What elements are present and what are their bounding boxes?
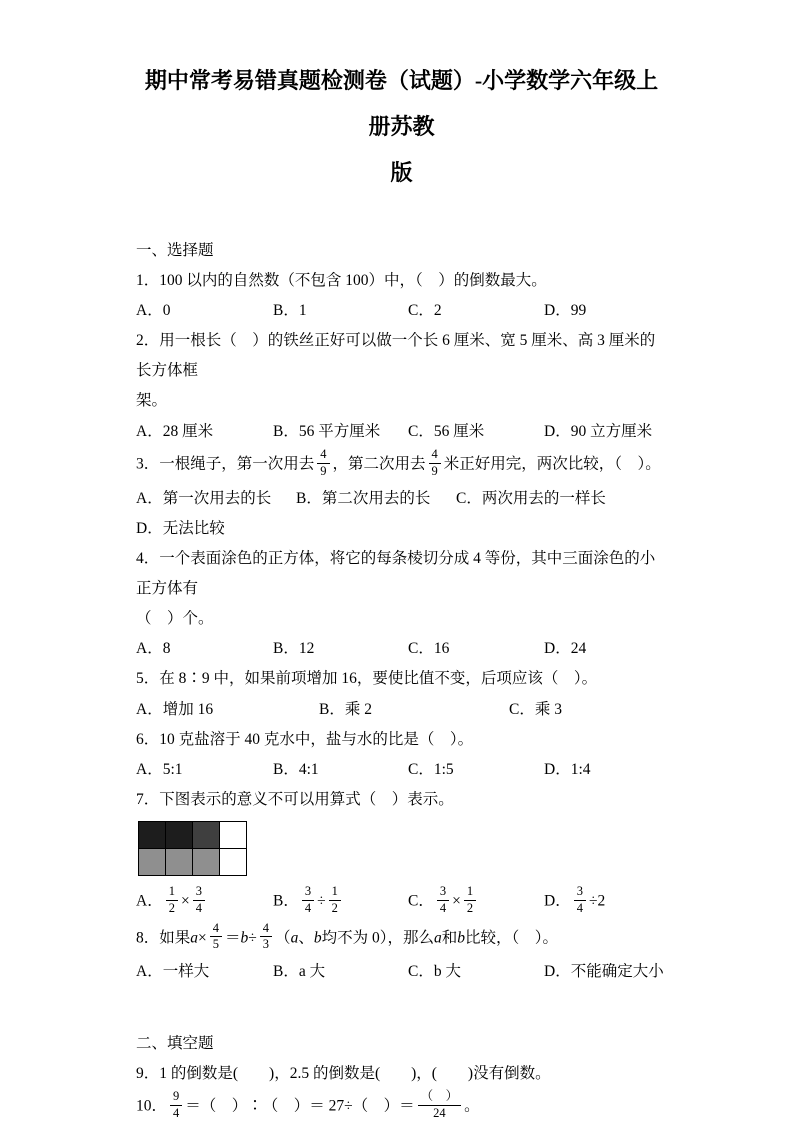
text-segment: 均不为 0），那么 bbox=[321, 929, 434, 947]
fraction-denominator: 4 bbox=[304, 900, 312, 915]
option-b: B．第二次用去的长 bbox=[296, 489, 431, 507]
fraction-4-9 bbox=[317, 447, 329, 479]
fraction-numerator: 9 bbox=[170, 1089, 182, 1106]
fraction-denominator: 24 bbox=[433, 1105, 446, 1120]
grid-cell bbox=[165, 821, 192, 848]
question-10-text bbox=[136, 1089, 667, 1125]
text-segment: 8．如果 bbox=[136, 929, 191, 947]
fraction-numerator: 4 bbox=[210, 921, 222, 938]
question-2-options bbox=[136, 416, 667, 446]
question-4-text-line2: （ ）个。 bbox=[136, 610, 214, 627]
option-d: D．无法比较 bbox=[136, 520, 225, 537]
fraction-denominator: 2 bbox=[466, 900, 474, 915]
fraction bbox=[302, 884, 314, 916]
option-a: A．增加 16 bbox=[136, 700, 214, 718]
variable-a: a bbox=[433, 929, 442, 947]
fraction-blank-24 bbox=[418, 1089, 462, 1121]
option-label: C． bbox=[408, 893, 434, 910]
fraction bbox=[574, 884, 586, 916]
option-c: C．b 大 bbox=[408, 963, 461, 981]
operator: × bbox=[180, 893, 190, 910]
fraction bbox=[464, 884, 476, 916]
fraction-numerator: 4 bbox=[260, 921, 272, 938]
variable-b: b bbox=[240, 929, 249, 947]
title-line-1: 期中常考易错真题检测卷（试题）-小学数学六年级上册苏教 bbox=[144, 68, 659, 139]
fraction bbox=[166, 884, 178, 916]
grid-cell bbox=[138, 821, 165, 848]
operator: ÷ bbox=[248, 929, 257, 947]
question-2-text-line2: 架。 bbox=[136, 392, 168, 410]
option-d: D．90 立方厘米 bbox=[544, 422, 653, 440]
option-a bbox=[136, 884, 273, 920]
variable-a: a bbox=[190, 929, 199, 947]
option-d: D．99 bbox=[544, 302, 587, 320]
question-7-options bbox=[136, 884, 667, 920]
option-b: B．a 大 bbox=[273, 963, 326, 981]
option-a: A．一样大 bbox=[136, 963, 210, 981]
grid-cell bbox=[192, 821, 219, 848]
fraction-denominator: 9 bbox=[431, 463, 438, 478]
question-9-text: 9．1 的倒数是( )，2.5 的倒数是( )，( )没有倒数。 bbox=[136, 1065, 551, 1083]
option-a: A．第一次用去的长 bbox=[136, 489, 272, 507]
option-a: A．8 bbox=[136, 640, 171, 658]
text-segment: 3．一根绳子，第一次用去 bbox=[136, 455, 315, 473]
section-fill-heading: 二、填空题 bbox=[136, 1035, 214, 1053]
grid-cell bbox=[219, 848, 246, 875]
variable-b: b bbox=[313, 929, 322, 947]
operator: × bbox=[198, 929, 207, 947]
question-6-text: 6．10 克盐溶于 40 克水中，盐与水的比是（ ）。 bbox=[136, 730, 474, 748]
fraction-numerator: 3 bbox=[574, 884, 586, 901]
fraction-denominator: 9 bbox=[320, 463, 327, 478]
option-b: B．12 bbox=[273, 640, 315, 658]
fraction-4-9 bbox=[429, 447, 441, 479]
fraction-denominator: 3 bbox=[262, 937, 270, 952]
option-b bbox=[273, 884, 408, 920]
fraction bbox=[329, 884, 341, 916]
operator: ÷ bbox=[317, 893, 326, 910]
option-c: C．2 bbox=[408, 302, 442, 320]
question-8-options bbox=[136, 957, 667, 987]
operator: × bbox=[452, 893, 461, 910]
option-c: C．乘 3 bbox=[509, 700, 562, 718]
question-5-text: 5．在 8∶9 中，如果前项增加 16，要使比值不变，后项应该（ ）。 bbox=[136, 670, 598, 688]
fraction-numerator: 1 bbox=[464, 884, 476, 901]
text-segment: 和 bbox=[441, 929, 458, 947]
option-b: B．乘 2 bbox=[319, 700, 372, 718]
option-c bbox=[408, 884, 544, 920]
option-b: B．56 平方厘米 bbox=[273, 422, 381, 440]
question-1-text: 1．100 以内的自然数（不包含 100）中，（ ）的倒数最大。 bbox=[136, 272, 547, 289]
option-d: D．24 bbox=[544, 640, 587, 658]
text-segment: ，第二次用去 bbox=[332, 455, 426, 473]
grid-cell bbox=[165, 848, 192, 875]
fraction-numerator: 1 bbox=[166, 884, 178, 901]
text-segment: ＝（ ）∶（ ）＝ 27÷（ ）＝ bbox=[185, 1097, 415, 1115]
grid-cell bbox=[192, 848, 219, 875]
question-7-text: 7．下图表示的意义不可以用算式（ ）表示。 bbox=[136, 791, 454, 809]
fraction-numerator: 4 bbox=[317, 447, 329, 464]
option-d: D．1:4 bbox=[544, 761, 591, 779]
q7-shaded-grid-figure bbox=[138, 821, 247, 876]
question-1-options bbox=[136, 296, 667, 326]
question-8-text bbox=[136, 921, 667, 957]
fraction-denominator: 5 bbox=[212, 937, 220, 952]
text-segment: （ bbox=[275, 929, 291, 947]
option-label: D． bbox=[544, 893, 571, 910]
option-c: C．两次用去的一样长 bbox=[456, 489, 606, 507]
fraction-numerator: 3 bbox=[302, 884, 314, 901]
option-label: B． bbox=[273, 893, 299, 910]
fraction-numerator: （ ） bbox=[418, 1089, 462, 1106]
option-label: A． bbox=[136, 893, 163, 910]
option-a: A．5:1 bbox=[136, 761, 183, 779]
fraction-denominator: 4 bbox=[195, 900, 202, 915]
title-line-2: 版 bbox=[390, 160, 413, 185]
option-a: A．28 厘米 bbox=[136, 422, 214, 440]
text-segment: 、 bbox=[298, 929, 314, 947]
option-a: A．0 bbox=[136, 302, 171, 320]
page-title bbox=[136, 58, 667, 196]
fraction-4-5 bbox=[210, 921, 222, 953]
equals-sign: ＝ bbox=[225, 929, 241, 947]
question-5-options bbox=[136, 694, 667, 724]
question-4-options bbox=[136, 634, 667, 664]
section-choice-heading: 一、选择题 bbox=[136, 242, 214, 259]
option-d: D．不能确定大小 bbox=[544, 963, 664, 981]
fraction-denominator: 2 bbox=[331, 900, 338, 915]
variable-a: a bbox=[290, 929, 299, 947]
fraction-denominator: 4 bbox=[576, 900, 583, 915]
fraction-denominator: 2 bbox=[168, 900, 175, 915]
fraction-4-3 bbox=[260, 921, 272, 953]
fraction-numerator: 4 bbox=[429, 447, 441, 464]
fraction bbox=[437, 884, 449, 916]
fraction-numerator: 1 bbox=[329, 884, 341, 901]
option-c: C．56 厘米 bbox=[408, 422, 485, 440]
question-3-text bbox=[136, 447, 667, 483]
text-segment: 比较，（ ）。 bbox=[464, 929, 558, 947]
fraction-denominator: 4 bbox=[439, 900, 447, 915]
fraction bbox=[193, 884, 205, 916]
grid-cell bbox=[219, 821, 246, 848]
question-6-options bbox=[136, 755, 667, 785]
fraction-numerator: 3 bbox=[193, 884, 205, 901]
text-segment: 10． bbox=[136, 1097, 168, 1115]
option-b: B．4:1 bbox=[273, 761, 319, 779]
option-b: B．1 bbox=[273, 302, 307, 320]
fraction-denominator: 4 bbox=[173, 1105, 180, 1120]
fraction-9-4 bbox=[170, 1089, 182, 1121]
question-4-text-line1: 4．一个表面涂色的正方体，将它的每条棱切分成 4 等份，其中三面涂色的小正方体有 bbox=[136, 550, 656, 597]
question-3-options bbox=[136, 483, 667, 544]
option-c: C．16 bbox=[408, 640, 450, 658]
question-2-text-line1: 2．用一根长（ ）的铁丝正好可以做一个长 6 厘米、宽 5 厘米、高 3 厘米的长方体框 bbox=[136, 332, 656, 380]
text-segment: 米正好用完，两次比较，（ ）。 bbox=[443, 455, 661, 473]
grid-cell bbox=[138, 848, 165, 875]
fraction-numerator: 3 bbox=[437, 884, 449, 901]
operator: ÷2 bbox=[588, 893, 606, 910]
option-c: C．1:5 bbox=[408, 761, 454, 779]
text-segment: 。 bbox=[464, 1097, 480, 1115]
option-d bbox=[544, 884, 605, 920]
variable-b: b bbox=[457, 929, 465, 947]
